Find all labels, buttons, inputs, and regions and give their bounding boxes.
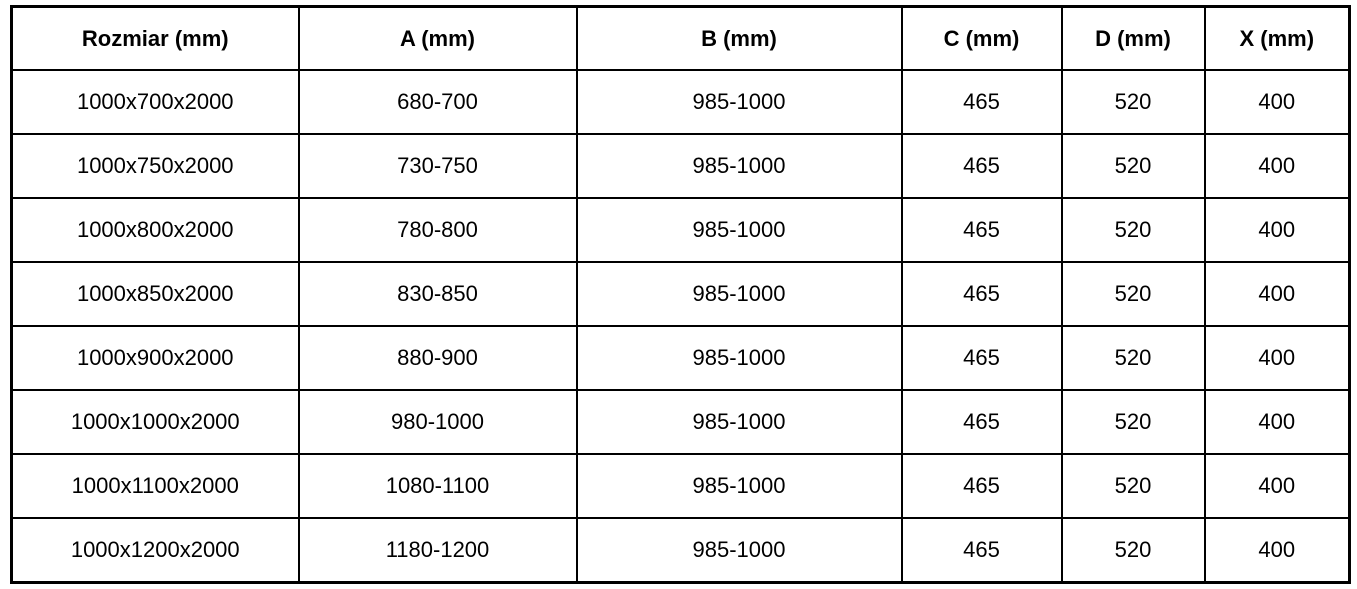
cell-b: 985-1000 (577, 198, 902, 262)
cell-d: 520 (1062, 70, 1205, 134)
cell-c: 465 (902, 326, 1062, 390)
column-header-rozmiar: Rozmiar (mm) (12, 7, 299, 71)
cell-rozmiar: 1000x1000x2000 (12, 390, 299, 454)
cell-x: 400 (1205, 454, 1350, 518)
table-row (12, 390, 1350, 454)
table-row (12, 454, 1350, 518)
cell-x: 400 (1205, 262, 1350, 326)
cell-b: 985-1000 (577, 262, 902, 326)
cell-b: 985-1000 (577, 326, 902, 390)
cell-a: 1080-1100 (299, 454, 577, 518)
column-header-c: C (mm) (902, 7, 1062, 71)
cell-a: 680-700 (299, 70, 577, 134)
cell-x: 400 (1205, 390, 1350, 454)
cell-c: 465 (902, 134, 1062, 198)
cell-b: 985-1000 (577, 390, 902, 454)
cell-rozmiar: 1000x900x2000 (12, 326, 299, 390)
cell-d: 520 (1062, 454, 1205, 518)
cell-b: 985-1000 (577, 518, 902, 583)
cell-rozmiar: 1000x750x2000 (12, 134, 299, 198)
cell-a: 1180-1200 (299, 518, 577, 583)
cell-d: 520 (1062, 390, 1205, 454)
cell-a: 830-850 (299, 262, 577, 326)
cell-x: 400 (1205, 70, 1350, 134)
column-header-d: D (mm) (1062, 7, 1205, 71)
cell-d: 520 (1062, 518, 1205, 583)
table-row (12, 518, 1350, 583)
cell-a: 880-900 (299, 326, 577, 390)
table-row (12, 262, 1350, 326)
cell-d: 520 (1062, 262, 1205, 326)
cell-c: 465 (902, 70, 1062, 134)
cell-x: 400 (1205, 326, 1350, 390)
cell-d: 520 (1062, 326, 1205, 390)
cell-c: 465 (902, 390, 1062, 454)
column-header-x: X (mm) (1205, 7, 1350, 71)
table-row (12, 198, 1350, 262)
cell-d: 520 (1062, 198, 1205, 262)
cell-a: 780-800 (299, 198, 577, 262)
cell-c: 465 (902, 454, 1062, 518)
cell-rozmiar: 1000x800x2000 (12, 198, 299, 262)
table-row (12, 326, 1350, 390)
cell-a: 980-1000 (299, 390, 577, 454)
cell-x: 400 (1205, 134, 1350, 198)
column-header-a: A (mm) (299, 7, 577, 71)
cell-c: 465 (902, 198, 1062, 262)
column-header-b: B (mm) (577, 7, 902, 71)
cell-rozmiar: 1000x1100x2000 (12, 454, 299, 518)
cell-rozmiar: 1000x700x2000 (12, 70, 299, 134)
table-row (12, 70, 1350, 134)
cell-d: 520 (1062, 134, 1205, 198)
cell-b: 985-1000 (577, 454, 902, 518)
cell-c: 465 (902, 262, 1062, 326)
size-dimensions-table (10, 5, 1351, 584)
cell-rozmiar: 1000x1200x2000 (12, 518, 299, 583)
table-row (12, 134, 1350, 198)
cell-x: 400 (1205, 198, 1350, 262)
cell-rozmiar: 1000x850x2000 (12, 262, 299, 326)
cell-c: 465 (902, 518, 1062, 583)
cell-x: 400 (1205, 518, 1350, 583)
table-header-row (12, 7, 1350, 71)
cell-a: 730-750 (299, 134, 577, 198)
cell-b: 985-1000 (577, 70, 902, 134)
cell-b: 985-1000 (577, 134, 902, 198)
